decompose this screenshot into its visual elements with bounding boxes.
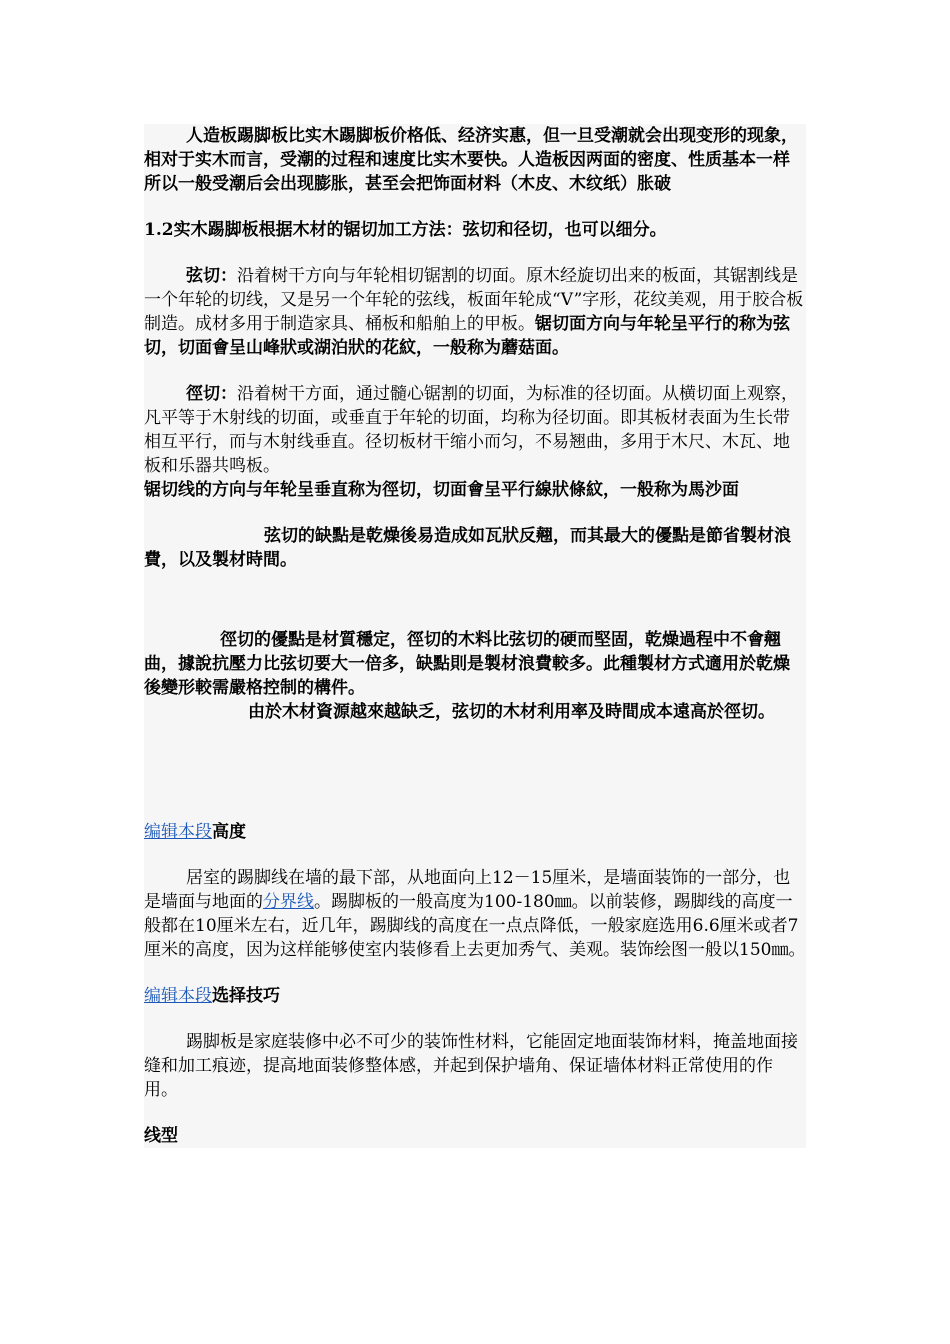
paragraph-height bbox=[144, 866, 806, 962]
edit-section-link[interactable]: 编辑本段 bbox=[144, 822, 212, 842]
height-text-a: 居室的踢脚线在墙的最下部，从地面向上12－15厘米，是墙面装饰的一部分，也是墙面与地面的 bbox=[144, 868, 791, 912]
boundary-link[interactable]: 分界线 bbox=[263, 892, 314, 912]
jing-label: 徑切： bbox=[186, 384, 237, 404]
xian-text: 沿着树干方向与年轮相切锯割的切面。原木经旋切出来的板面，其锯割线是一个年轮的切线，又是另一个年轮的弦线，板面年轮成“V”字形，花纹美观，用于胶合板制造。成材多用于制造家具、桶板和船舶上的甲板。 bbox=[144, 266, 804, 334]
height-text-b: 。踢脚板的一般高度为100-180㎜。以前装修，踢脚线的高度一般都在10厘米左右，近几年，踢脚线的高度在一点点降低，一般家庭选用6.6厘米或者7厘米的高度，因为这样能够使室内装修看上去更加秀气、美观。装饰绘图一般以150㎜。 bbox=[144, 892, 806, 960]
xian-bold: 锯切面方向与年轮呈平行的称为弦切，切面會呈山峰狀或湖泊狀的花紋，一般称为蘑菇面。 bbox=[144, 314, 790, 358]
line-type-heading: 线型 bbox=[144, 1126, 178, 1146]
paragraph-xian-cons: 弦切的缺點是乾燥後易造成如瓦狀反翹，而其最大的優點是節省製材浪費，以及製材時間。 bbox=[144, 526, 791, 570]
section-choose-heading bbox=[144, 984, 806, 1008]
jing-bold: 锯切线的方向与年轮呈垂直称为徑切，切面會呈平行線狀條紋，一般称为馬沙面 bbox=[144, 480, 739, 500]
paragraph-jing-pros: 徑切的優點是材質穩定，徑切的木料比弦切的硬而堅固，乾燥過程中不會翹曲，據說抗壓力比弦切要大一倍多，缺點則是製材浪費較多。此種製材方式適用於乾燥後變形較需嚴格控制的構件。 bbox=[144, 630, 790, 698]
heading-1-2: 1.2实木踢脚板根据木材的锯切加工方法：弦切和径切，也可以细分。 bbox=[144, 220, 667, 240]
xian-label: 弦切： bbox=[186, 266, 237, 286]
paragraph-jing-cut bbox=[144, 382, 806, 478]
paragraph-choose: 踢脚板是家庭装修中必不可少的装饰性材料，它能固定地面装饰材料，掩盖地面接缝和加工痕迹，提高地面装修整体感，并起到保护墙角、保证墙体材料正常使用的作用。 bbox=[144, 1032, 798, 1100]
section-height-title: 高度 bbox=[212, 822, 246, 842]
paragraph-man-made-board: 人造板踢脚板比实木踢脚板价格低、经济实惠，但一旦受潮就会出现变形的现象，相对于实木而言，受潮的过程和速度比实木要快。人造板因两面的密度、性质基本一样所以一般受潮后会出现膨胀，甚至会把饰面材料（木皮、木纹纸）胀破 bbox=[144, 126, 798, 194]
paragraph-xian-cut bbox=[144, 264, 806, 360]
section-choose-title: 选择技巧 bbox=[212, 986, 280, 1006]
jing-text: 沿着树干方面，通过髓心锯割的切面，为标准的径切面。从横切面上观察，凡平等于木射线的切面，或垂直于年轮的切面，均称为径切面。即其板材表面为生长带相互平行，而与木射线垂直。径切板材干缩小而匀，不易翘曲，多用于木尺、木瓦、地板和乐器共鸣板。 bbox=[144, 384, 798, 476]
section-height-heading bbox=[144, 820, 806, 844]
paragraph-resource: 由於木材資源越來越缺乏，弦切的木材利用率及時間成本遠高於徑切。 bbox=[248, 702, 775, 722]
edit-section-link[interactable]: 编辑本段 bbox=[144, 986, 212, 1006]
document-body bbox=[144, 124, 806, 1148]
